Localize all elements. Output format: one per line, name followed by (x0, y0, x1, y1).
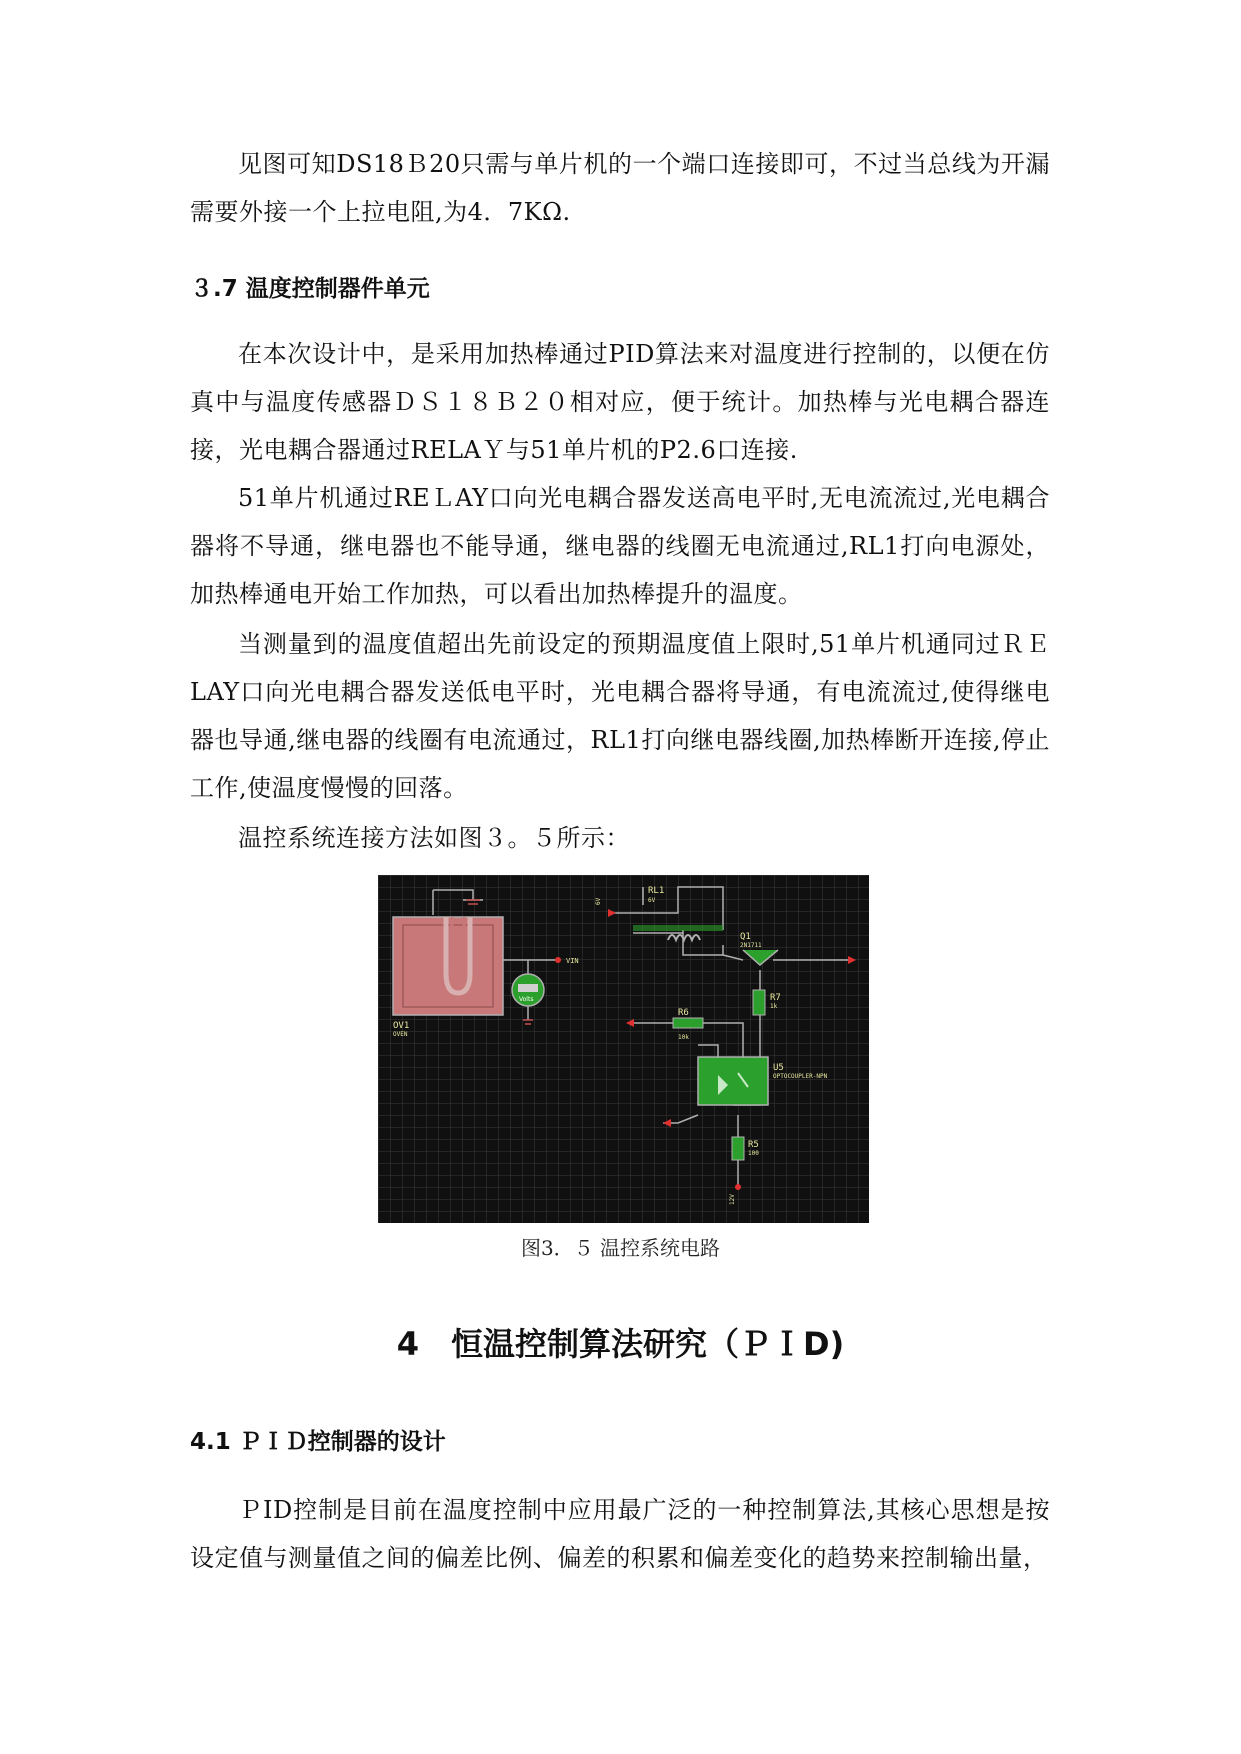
label-q1: Q1 (740, 932, 751, 942)
label-volts: Volts (519, 996, 534, 1003)
section-heading-3-7: ３.7 温度控制器件单元 (190, 276, 430, 302)
label-q1-value: 2N1711 (740, 942, 762, 949)
paragraph-pid-intro: ＰID控制是目前在温度控制中应用最广泛的一种控制算法,其核心思想是按设定值与测量值之间的偏差比例、偏差的积累和偏差变化的趋势来控制输出量， (190, 1496, 1050, 1572)
chapter-heading-4: 4 恒温控制算法研究（ＰＩD) (396, 1325, 845, 1363)
paragraph-high-level: 51单片机通过REＬAY口向光电耦合器发送高电平时,无电流流过,光电耦合器将不导通，继电器也不能导通，继电器的线圈无电流通过,RL1打向电源处，加热棒通电开始工作加热，可以看出加热棒提升的温度。 (190, 484, 1050, 608)
label-u5-value: OPTOCOUPLER-NPN (773, 1073, 828, 1080)
label-r5-value: 100 (748, 1150, 759, 1157)
resistor-r6 (673, 1018, 703, 1028)
label-ov1-value: OVEN (393, 1031, 408, 1038)
label-6v: 6V (595, 897, 602, 905)
label-vin: VIN (566, 957, 579, 965)
resistor-r7 (753, 990, 765, 1015)
label-r5: R5 (748, 1140, 759, 1150)
oven-component (393, 917, 503, 1015)
paragraph-design-overview: 在本次设计中，是采用加热棒通过PID算法来对温度进行控制的，以便在仿真中与温度传感器ＤＳ１８Ｂ２０相对应，便于统计。加热棒与光电耦合器连接，光电耦合器通过RELAＹ与51单片机的P2.6口连接. (190, 340, 1050, 464)
figure-caption: 图3．５ 温控系统电路 (520, 1236, 721, 1260)
label-r7: R7 (770, 993, 781, 1003)
label-rl1: RL1 (648, 886, 665, 896)
paragraph-figure-intro: 温控系统连接方法如图３。５所示： (238, 824, 630, 852)
label-r7-value: 1k (770, 1003, 778, 1010)
resistor-r5 (732, 1137, 744, 1160)
label-ov1: OV1 (393, 1021, 410, 1031)
paragraph-ds18b20-note: 见图可知DS18Ｂ20只需与单片机的一个端口连接即可，不过当总线为开漏需要外接一个上拉电阻,为4．7KΩ. (190, 150, 1050, 226)
section-heading-4-1: 4.1 ＰＩＤ控制器的设计 (190, 1429, 446, 1455)
label-rl1-value: 6V (648, 897, 656, 904)
label-r6-value: 10k (678, 1034, 689, 1041)
label-u5: U5 (773, 1063, 784, 1073)
paragraph-low-level: 当测量到的温度值超出先前设定的预期温度值上限时,51单片机通同过ＲＥLAY口向光电耦合器发送低电平时，光电耦合器将导通，有电流流过,使得继电器也导通,继电器的线圈有电流通过，RL1打向继电器线圈,加热棒断开连接,停止工作,使温度慢慢的回落。 (190, 630, 1050, 802)
label-r6: R6 (678, 1008, 689, 1018)
circuit-figure (378, 875, 869, 1223)
optocoupler-component (698, 1057, 768, 1105)
circuit-schematic (378, 875, 869, 1223)
label-12v: 12V (729, 1194, 736, 1205)
